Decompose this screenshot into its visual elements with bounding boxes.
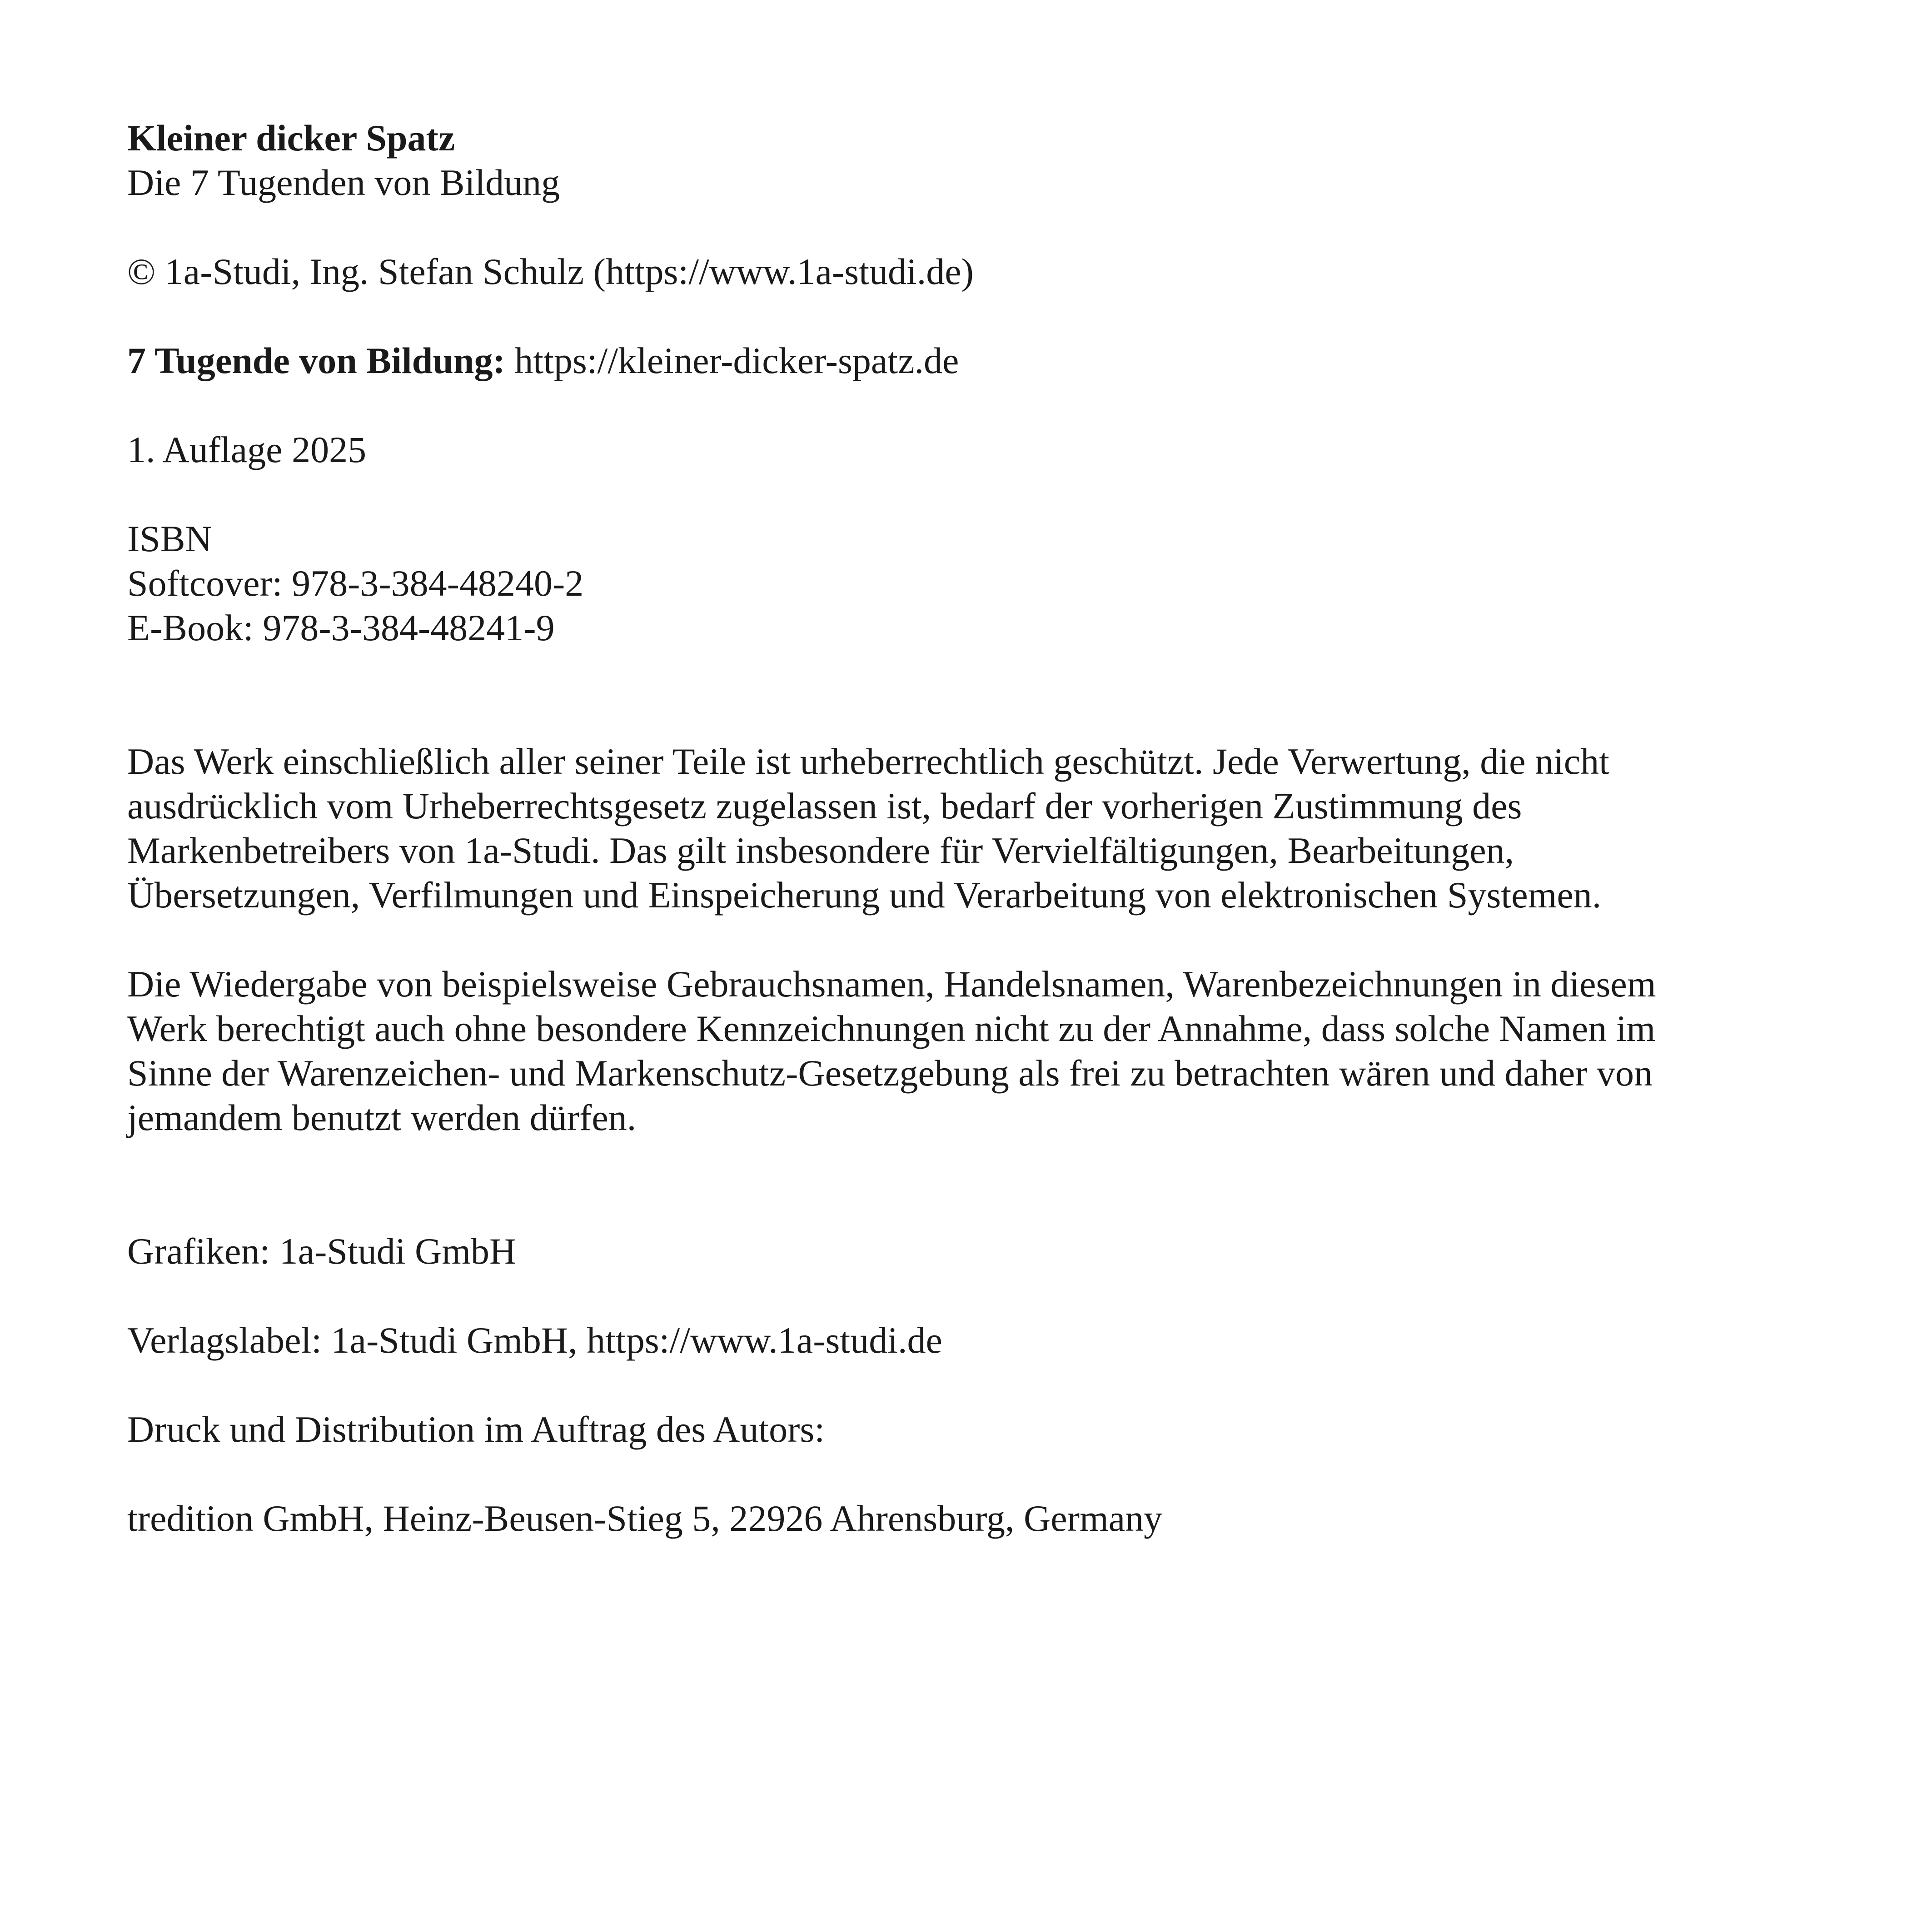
spacer (127, 1274, 1854, 1318)
book-subtitle: Die 7 Tugenden von Bildung (127, 162, 560, 203)
distributor-address: tredition GmbH, Heinz-Beusen-Stieg 5, 22926 Ahrensburg, Germany (127, 1498, 1163, 1539)
book-title: Kleiner dicker Spatz (127, 117, 455, 159)
spacer (127, 1363, 1854, 1407)
isbn-heading: ISBN (127, 518, 212, 559)
website-label: 7 Tugende von Bildung: (127, 340, 505, 381)
spacer (127, 205, 1854, 249)
distribution-intro: Druck und Distribution im Auftrag des Autors: (127, 1409, 825, 1450)
paragraph-line: Markenbetreibers von 1a-Studi. Das gilt insbesondere für Vervielfältigungen, Bearbeitungen, (127, 830, 1514, 871)
graphics-credit: Grafiken: 1a-Studi GmbH (127, 1230, 517, 1272)
publisher-label: Verlagslabel: 1a-Studi GmbH, https://www.1a-studi.de (127, 1320, 942, 1361)
imprint-page (127, 116, 1854, 1541)
website-line (127, 339, 1854, 383)
trademark-paragraph (127, 962, 1854, 1140)
edition: 1. Auflage 2025 (127, 429, 367, 470)
paragraph-line: ausdrücklich vom Urheberrechtsgesetz zugelassen ist, bedarf der vorherigen Zustimmung des (127, 785, 1522, 827)
paragraph-line: Übersetzungen, Verfilmungen und Einspeicherung und Verarbeitung von elektronischen Systemen. (127, 874, 1602, 916)
spacer (127, 1140, 1854, 1229)
isbn-softcover: Softcover: 978-3-384-48240-2 (127, 563, 584, 604)
isbn-ebook: E-Book: 978-3-384-48241-9 (127, 607, 555, 648)
paragraph-line: Das Werk einschließlich aller seiner Teile ist urheberrechtlich geschützt. Jede Verwertung, die nicht (127, 741, 1609, 782)
paragraph-line: Sinne der Warenzeichen- und Markenschutz-Gesetzgebung als frei zu betrachten wären und daher von (127, 1052, 1653, 1094)
spacer (127, 1452, 1854, 1496)
copyright-paragraph (127, 739, 1854, 917)
spacer (127, 383, 1854, 428)
copyright-notice: © 1a-Studi, Ing. Stefan Schulz (https://www.1a-studi.de) (127, 251, 974, 292)
spacer (127, 472, 1854, 517)
spacer (127, 917, 1854, 962)
paragraph-line: Werk berechtigt auch ohne besondere Kennzeichnungen nicht zu der Annahme, dass solche Namen im (127, 1008, 1656, 1049)
spacer (127, 294, 1854, 339)
website-url: https://kleiner-dicker-spatz.de (514, 340, 959, 381)
spacer (127, 650, 1854, 739)
paragraph-line: Die Wiedergabe von beispielsweise Gebrauchsnamen, Handelsnamen, Warenbezeichnungen in diesem (127, 963, 1656, 1005)
paragraph-line: jemandem benutzt werden dürfen. (127, 1097, 637, 1138)
